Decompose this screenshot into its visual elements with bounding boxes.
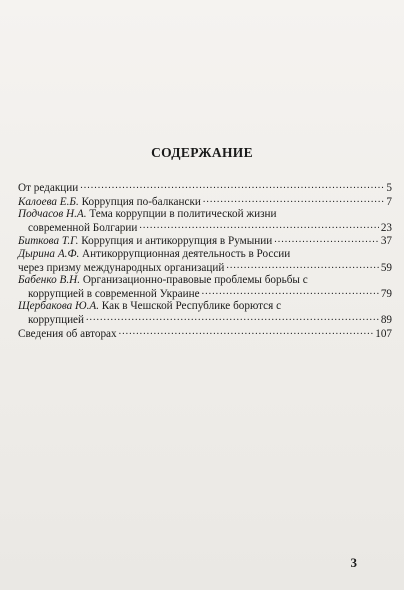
entry-page-number: 23 [380, 221, 392, 234]
entry-author: Подчасов Н.А. [18, 208, 87, 221]
toc-entry-kaloeva [18, 195, 392, 209]
entry-title: Антикоррупционная деятельность в России [82, 247, 291, 260]
entry-title-continued: коррупцией [28, 313, 85, 326]
entry-title-continued: современной Болгарии [28, 221, 138, 234]
entry-title: Сведения об авторах [18, 327, 117, 340]
entry-title: От редакции [18, 182, 79, 194]
leader-dots [139, 221, 378, 231]
entry-title: Как в Чешской Республике борются с [101, 300, 282, 313]
leader-dots [203, 195, 385, 205]
entry-title-continued: коррупцией в современной Украине [28, 287, 200, 300]
leader-dots [119, 327, 374, 337]
entry-title: Тема коррупции в политической жизни [89, 208, 277, 221]
entry-page-number: 107 [375, 327, 392, 340]
entry-author: Калоева Е.Б. [18, 195, 79, 208]
toc-entry-podchasov [18, 208, 392, 234]
entry-page-number: 37 [380, 235, 392, 248]
leader-dots [86, 313, 379, 323]
toc-entry-dyrina [18, 248, 392, 274]
entry-author: Дырина А.Ф. [18, 247, 80, 260]
entry-author: Бабенко В.Н. [18, 274, 81, 287]
entry-page-number: 89 [380, 313, 392, 326]
toc-entry-bitkova [18, 234, 392, 248]
entry-page-number: 79 [380, 287, 392, 300]
entry-title: Коррупция по-балкански [81, 195, 201, 208]
toc-entry-shcherbakova [18, 300, 392, 326]
entry-page-number: 59 [380, 261, 392, 274]
entry-page-number: 5 [386, 182, 392, 194]
page-title: СОДЕРЖАНИЕ [151, 145, 253, 160]
leader-dots [202, 287, 379, 297]
leader-dots [226, 261, 378, 271]
entry-title: Организационно-правовые проблемы борьбы с [82, 274, 308, 287]
toc-entry-babenko [18, 274, 392, 300]
entry-author: Биткова Т.Г. [18, 235, 79, 248]
entry-page-number: 7 [386, 195, 392, 208]
entry-author: Щербакова Ю.А. [18, 300, 99, 313]
toc-entry-editorial [18, 181, 392, 195]
page-number: 3 [350, 555, 357, 570]
leader-dots [274, 234, 379, 244]
entry-title-continued: через призму международных организаций [18, 261, 225, 274]
leader-dots [80, 181, 384, 191]
toc-entry-authors [18, 327, 392, 341]
entry-title: Коррупция и антикоррупция в Румынии [81, 235, 273, 248]
table-of-contents [18, 181, 392, 340]
